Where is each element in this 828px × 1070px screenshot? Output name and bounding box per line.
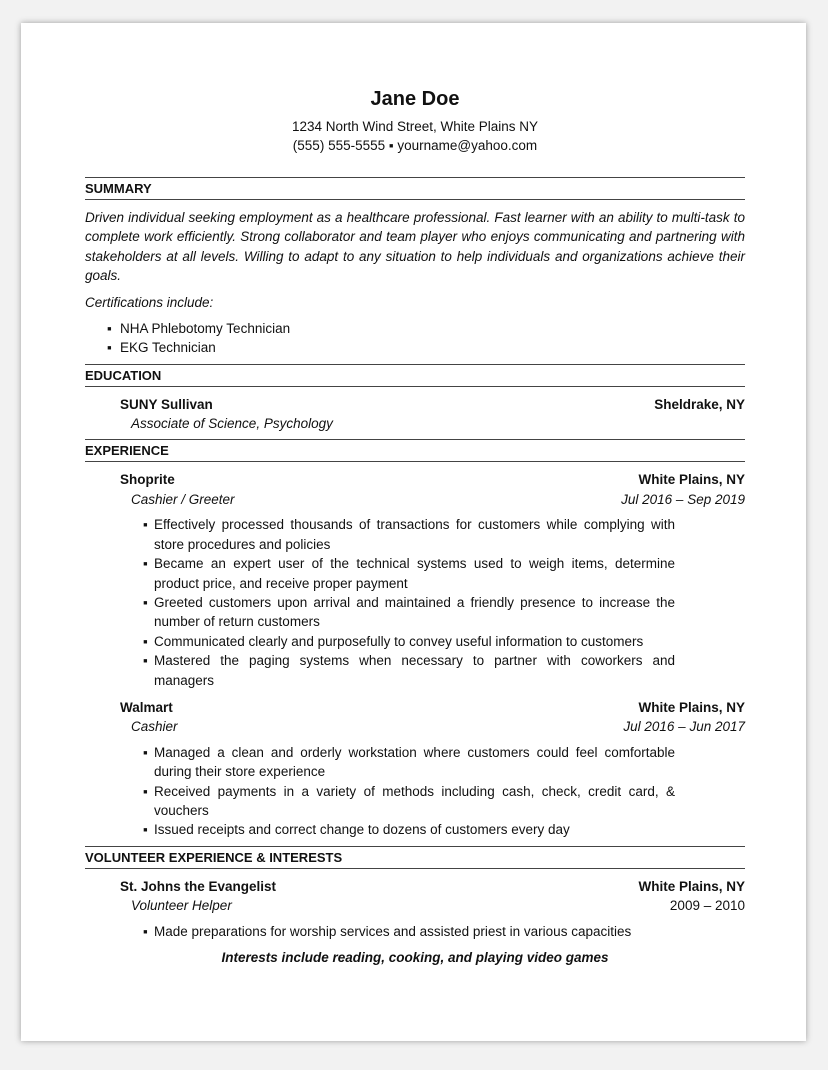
job-entry-walmart — [85, 698, 745, 840]
interests-line: Interests include reading, cooking, and playing video games — [221, 950, 609, 965]
employer-location: White Plains, NY — [638, 472, 745, 488]
resume-page — [21, 23, 806, 1041]
job-bullet: ▪ Became an expert user of the technical systems used to weigh items, determine product price, and receive proper payment — [85, 554, 675, 593]
education-heading: EDUCATION — [85, 364, 745, 387]
job-dates: Jul 2016 – Jun 2017 — [623, 719, 745, 735]
volunteer-role: Volunteer Helper — [131, 898, 232, 914]
volunteer-heading: VOLUNTEER EXPERIENCE & INTERESTS — [85, 846, 745, 869]
resume-name: Jane Doe — [370, 88, 460, 110]
job-bullets — [85, 743, 675, 840]
job-title: Cashier — [131, 719, 178, 735]
employer-name: Shoprite — [120, 472, 175, 488]
volunteer-location: White Plains, NY — [638, 878, 745, 894]
volunteer-bullets — [85, 922, 675, 941]
volunteer-org: St. Johns the Evangelist — [120, 878, 277, 894]
job-bullet: ▪ Greeted customers upon arrival and maintained a friendly presence to increase the number of return customers — [85, 593, 675, 632]
job-bullet: ▪ Issued receipts and correct change to dozens of customers every day — [85, 820, 675, 839]
employer-name: Walmart — [120, 699, 173, 715]
phone-email-line: (555) 555-5555 ▪ yourname@yahoo.com — [292, 138, 538, 154]
certification-item: ▪ EKG Technician — [85, 338, 745, 357]
education-entry — [85, 395, 745, 434]
volunteer-dates: 2009 – 2010 — [669, 898, 745, 914]
job-dates: Jul 2016 – Sep 2019 — [621, 491, 745, 507]
volunteer-bullet: ▪ Made preparations for worship services and assisted priest in various capacities — [85, 922, 675, 941]
certifications-list — [85, 319, 745, 358]
volunteer-entry — [85, 877, 745, 941]
summary-text: Driven individual seeking employment as a healthcare professional. Fast learner with an ability to multi-task to complete work efficiently. Strong collaborator and team player who enjoys communicating and partnering with stakeholders at all levels. Willing to adapt to any situation to help individuals and organizations achieve their goals. — [85, 209, 745, 284]
job-bullet: ▪ Effectively processed thousands of transactions for customers while complying with store procedures and policies — [85, 515, 675, 554]
job-title: Cashier / Greeter — [131, 491, 235, 507]
experience-heading: EXPERIENCE — [85, 439, 745, 462]
job-bullet: ▪ Managed a clean and orderly workstation where customers could feel comfortable during their store experience — [85, 743, 675, 782]
employer-location: White Plains, NY — [638, 699, 745, 715]
job-entry-shoprite — [85, 470, 745, 689]
job-bullet: ▪ Communicated clearly and purposefully to convey useful information to customers — [85, 632, 675, 651]
degree: Associate of Science, Psychology — [131, 416, 333, 432]
certification-item: ▪ NHA Phlebotomy Technician — [85, 319, 745, 338]
job-bullet: ▪ Mastered the paging systems when necessary to partner with coworkers and managers — [85, 651, 675, 690]
certifications-intro: Certifications include: — [85, 295, 214, 311]
job-bullets — [85, 515, 675, 690]
resume-content — [85, 87, 745, 967]
school-location: Sheldrake, NY — [654, 396, 745, 412]
job-bullet: ▪ Received payments in a variety of methods including cash, check, credit card, & vouchers — [85, 782, 675, 821]
summary-heading: SUMMARY — [85, 177, 745, 200]
address-line: 1234 North Wind Street, White Plains NY — [291, 119, 539, 134]
school-name: SUNY Sullivan — [120, 396, 213, 412]
